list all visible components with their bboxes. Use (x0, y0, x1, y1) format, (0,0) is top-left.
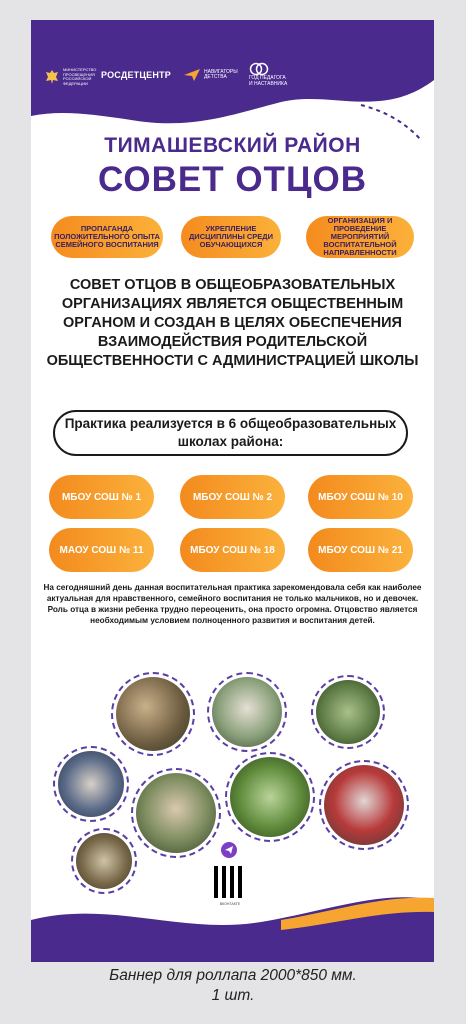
ministry-logo-text: МИНИСТЕРСТВО ПРОСВЕЩЕНИЯ РОССИЙСКОЙ ФЕДЕРАЦИИ (63, 67, 97, 86)
photo-circle (311, 675, 385, 749)
school-label: МБОУ СОШ № 2 (192, 491, 273, 503)
topic-pill-events (306, 216, 414, 258)
photo-circle (131, 768, 221, 858)
school-pill (180, 475, 285, 519)
school-label: МБОУ СОШ № 18 (190, 544, 275, 556)
navigators-logo-text: НАВИГАТОРЫ ДЕТСТВА (204, 68, 238, 80)
practice-text: Практика реализуется в 6 общеобразовательных школах района: (64, 416, 397, 449)
caption-line-1: Баннер для роллапа 2000*850 мм. (109, 967, 357, 984)
school-pill (308, 528, 413, 572)
rosdetcenter-logo (101, 70, 171, 80)
district-title: ТИМАШЕВСКИЙ РАЙОН (104, 134, 361, 157)
navigator-arrow-icon (183, 68, 201, 82)
school-label: МБОУ СОШ № 1 (61, 491, 142, 503)
ministry-logo (45, 68, 99, 86)
photo-circle (225, 752, 315, 842)
topic-pill-label: УКРЕПЛЕНИЕ ДИСЦИПЛИНЫ СРЕДИ ОБУЧАЮЩИХСЯ (188, 224, 274, 249)
school-pill (180, 528, 285, 572)
photo-circle (111, 672, 195, 756)
year-logo-text: ГОД ПЕДАГОГА И НАСТАВНИКА (249, 75, 288, 87)
year-emblem-icon (249, 62, 269, 76)
qr-label: ВКОНТАКТЕ (219, 902, 241, 906)
qr-code-card[interactable] (207, 860, 253, 912)
logo-row (31, 68, 434, 108)
topic-pill-discipline (181, 216, 281, 258)
topic-pill-label: ПРОПАГАНДА ПОЛОЖИТЕЛЬНОГО ОПЫТА СЕМЕЙНОГО ВОСПИТАНИЯ (54, 224, 160, 249)
practice-box (53, 410, 408, 456)
school-label: МАОУ СОШ № 11 (59, 544, 144, 556)
council-title: СОВЕТ ОТЦОВ (97, 160, 368, 199)
eagle-icon (45, 69, 59, 85)
rosdetcenter-logo-text: РОСДЕТЦЕНТР (101, 70, 171, 80)
practice-description: На сегодняшний день данная воспитательная практика зарекомендовала себя как наиболее актуальная для нравственного, семейного воспитания не только мальчиков, но и девочек. Роль отца в жизни ребенка трудно переоценить, она просто огромна. Отцовство является необходимым условием полноценного развития и воспитания детей. (43, 583, 422, 625)
school-pill (308, 475, 413, 519)
topic-pill-propaganda (51, 216, 163, 258)
school-label: МБОУ СОШ № 10 (318, 491, 403, 503)
send-icon (221, 842, 237, 858)
photo-circle (319, 760, 409, 850)
navigators-logo (183, 68, 238, 82)
lead-statement: СОВЕТ ОТЦОВ В ОБЩЕОБРАЗОВАТЕЛЬНЫХ ОРГАНИЗАЦИЯХ ЯВЛЯЕТСЯ ОБЩЕСТВЕННЫМ ОРГАНОМ И СОЗДАН В ЦЕЛЯХ ОБЕСПЕЧЕНИЯ ВЗАИМОДЕЙСТВИЯ РОДИТЕЛЬСКОЙ ОБЩЕСТВЕННОСТИ С АДМИНИСТРАЦИЕЙ ШКОЛЫ (46, 277, 419, 369)
photo-circle (53, 746, 129, 822)
banner-caption (0, 966, 466, 1006)
school-label: МБОУ СОШ № 21 (318, 544, 403, 556)
photo-circle (71, 828, 137, 894)
rollup-banner (31, 20, 434, 962)
year-logo (249, 62, 289, 87)
qr-code-icon (214, 866, 246, 898)
photo-circle (207, 672, 287, 752)
school-pill (49, 528, 154, 572)
school-pill (49, 475, 154, 519)
caption-line-2: 1 шт. (211, 987, 255, 1004)
topic-pill-label: ОРГАНИЗАЦИЯ И ПРОВЕДЕНИЕ МЕРОПРИЯТИЙ ВОСПИТАТЕЛЬНОЙ НАПРАВЛЕННОСТИ (323, 216, 397, 257)
